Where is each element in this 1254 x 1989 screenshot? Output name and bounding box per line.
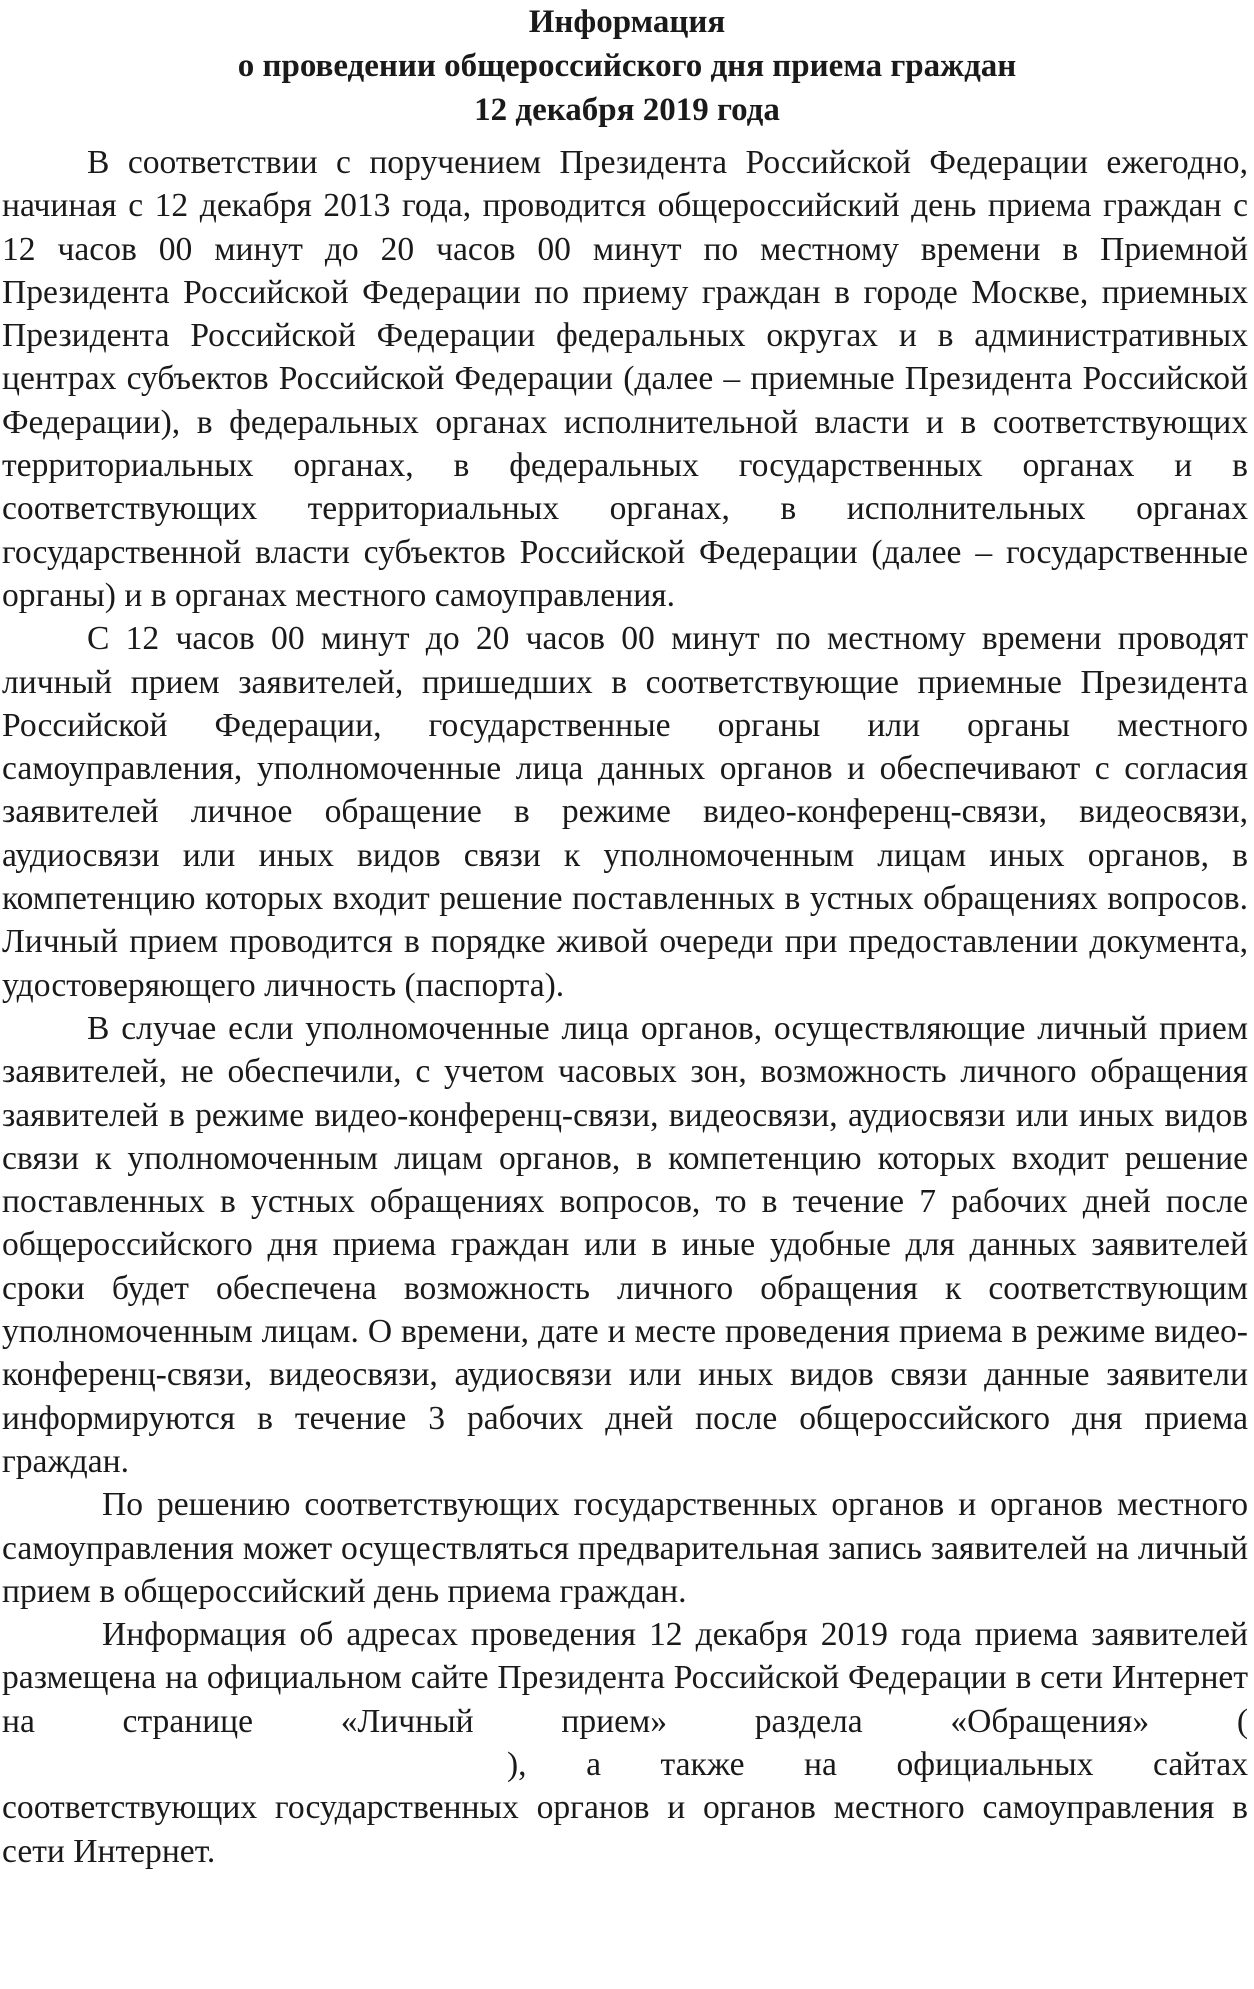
paragraph-3: В случае если уполномоченные лица органов, осуществляющие личный прием заявителей, не обеспечили, с учетом часовых зон, возможность личного обращения заявителей в режиме видео-конференц-связи, видеосвязи, аудиосвязи или иных видов связи к уполномоченным лицам органов, в компетенцию которых входит решение поставленных в устных обращениях вопросов, то в течение 7 рабочих дней после общероссийского дня приема граждан или в иные удобные для данных заявителей сроки будет обеспечена возможность личного обращения к соответствующим уполномоченным лицам. О времени, дате и месте проведения приема в режиме видео-конференц-связи, видеосвязи, аудиосвязи или иных видов связи данные заявители информируются в течение 3 рабочих дней после общероссийского дня приема граждан. xyxy=(2,1009,1248,1480)
link-blank xyxy=(2,1774,507,1775)
paragraph-2: С 12 часов 00 минут до 20 часов 00 минут по местному времени проводят личный прием заявителей, пришедших в соответствующие приемные Президента Российской Федерации, государственные органы или органы местного самоуправления, уполномоченные лица данных органов и обеспечивают с согласия заявителей личное обращение в режиме видео-конференц-связи, видеосвязи, аудиосвязи или иных видов связи к уполномоченным лицам иных органов, в компетенцию которых входит решение поставленных в устных обращениях вопросов. Личный прием проводится в порядке живой очереди при предоставлении документа, удостоверяющего личность (паспорта). xyxy=(2,620,1248,1004)
document-body xyxy=(2,141,1248,1873)
document-title xyxy=(0,0,1254,132)
paragraph-5-before-link: Информация об адресах проведения 12 декабря 2019 года приема заявителей размещена на официальном сайте Президента Российской Федерации в сети Интернет на странице «Личный прием» раздела «Обращения» ( xyxy=(2,1616,1248,1740)
title-line-3: 12 декабря 2019 года xyxy=(474,92,780,128)
paragraph-5 xyxy=(2,1613,1248,1873)
title-line-2: о проведении общероссийского дня приема граждан xyxy=(237,48,1017,84)
paragraph-4: По решению соответствующих государственных органов и органов местного самоуправления может осуществляться предварительная запись заявителей на личный прием в общероссийский день приема граждан. xyxy=(2,1486,1248,1610)
paragraph-5-after-link: ), а также на официальных сайтах соответствующих государственных органов и органов местного самоуправления в сети Интернет. xyxy=(2,1745,1248,1870)
paragraph-1: В соответствии с поручением Президента Российской Федерации ежегодно, начиная с 12 декабря 2013 года, проводится общероссийский день приема граждан с 12 часов 00 минут до 20 часов 00 минут по местному времени в Приемной Президента Российской Федерации по приему граждан в городе Москве, приемных Президента Российской Федерации федеральных округах и в административных центрах субъектов Российской Федерации (далее – приемные Президента Российской Федерации), в федеральных органах исполнительной власти и в соответствующих территориальных органах, в федеральных государственных органах и в соответствующих территориальных органах, в исполнительных органах государственной власти субъектов Российской Федерации (далее – государственные органы) и в органах местного самоуправления. xyxy=(2,144,1248,614)
title-line-1: Информация xyxy=(528,4,726,40)
